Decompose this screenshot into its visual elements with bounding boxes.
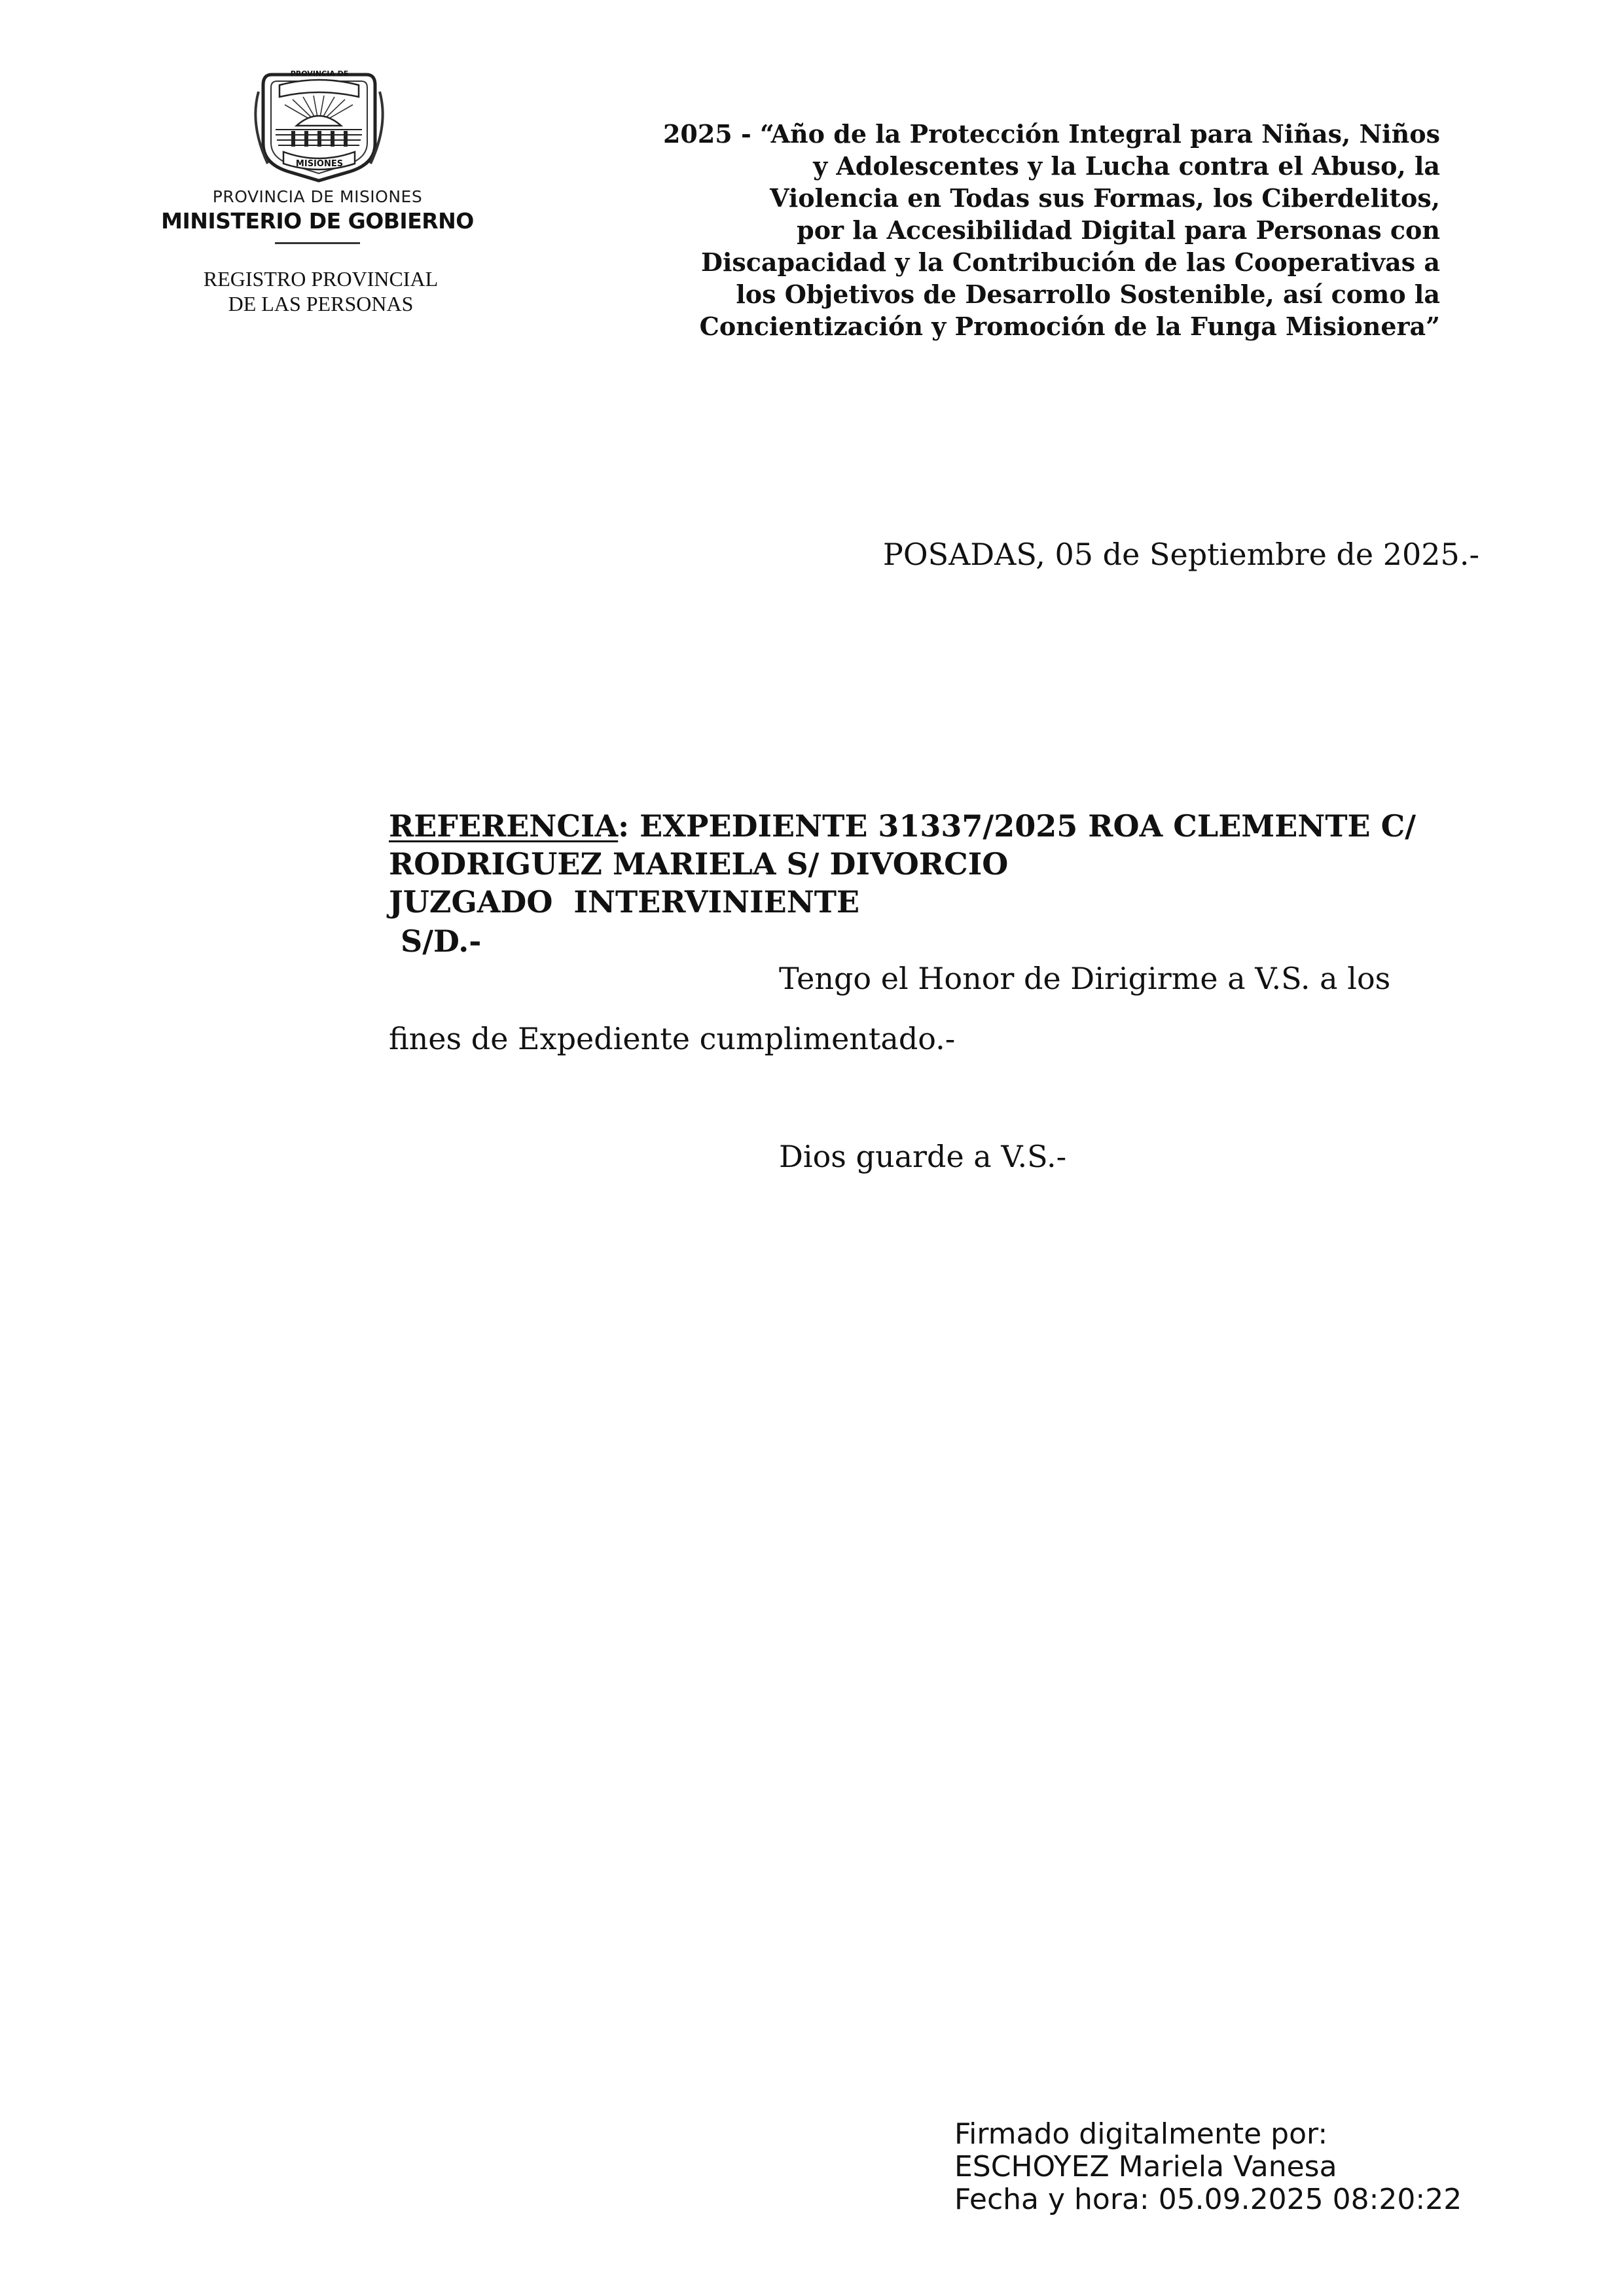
body-line-1: Tengo el Honor de Dirigirme a V.S. a los — [779, 961, 1391, 996]
place-and-date: POSADAS, 05 de Septiembre de 2025.- — [882, 537, 1479, 572]
seal-banner-bottom-text: MISIONES — [295, 159, 344, 169]
motto-line: Violencia en Todas sus Formas, los Ciberdelitos, — [770, 183, 1440, 213]
motto-line: Concientización y Promoción de la Funga Misionera” — [699, 312, 1440, 341]
reference-line-1 — [389, 808, 1416, 844]
reference-label: REFERENCIA — [389, 808, 619, 844]
seal-banner-top-text: PROVINCIA DE — [290, 69, 349, 78]
registry-name-line-2: DE LAS PERSONAS — [228, 292, 414, 315]
ministry-divider — [275, 242, 360, 244]
signature-label: Firmado digitalmente por: — [954, 2117, 1328, 2151]
motto-line: por la Accesibilidad Digital para Personas con — [797, 215, 1440, 245]
ministry-name: MINISTERIO DE GOBIERNO — [161, 208, 474, 234]
motto-line: 2025 - “Año de la Protección Integral para Niñas, Niños — [662, 119, 1440, 149]
year-motto — [576, 118, 1440, 342]
body-line-2: fines de Expediente cumplimentado.- — [389, 1021, 956, 1056]
motto-line: y Adolescentes y la Lucha contra el Abuso, la — [813, 151, 1440, 181]
reference-court: JUZGADO INTERVINIENTE — [389, 884, 860, 920]
closing-line: Dios guarde a V.S.- — [779, 1139, 1067, 1174]
registry-name-line-1: REGISTRO PROVINCIAL — [203, 267, 439, 291]
signature-timestamp: Fecha y hora: 05.09.2025 08:20:22 — [954, 2183, 1462, 2216]
reference-line-2: RODRIGUEZ MARIELA S/ DIVORCIO — [389, 846, 1009, 882]
motto-line: los Objetivos de Desarrollo Sostenible, así como la — [736, 279, 1440, 309]
signer-name: ESCHOYEZ Mariela Vanesa — [954, 2150, 1337, 2183]
reference-case-number: : EXPEDIENTE 31337/2025 ROA CLEMENTE C/ — [618, 808, 1416, 844]
motto-line: Discapacidad y la Contribución de las Cooperativas a — [700, 247, 1440, 277]
province-name: PROVINCIA DE MISIONES — [212, 187, 423, 206]
reference-sd: S/D.- — [401, 924, 482, 959]
